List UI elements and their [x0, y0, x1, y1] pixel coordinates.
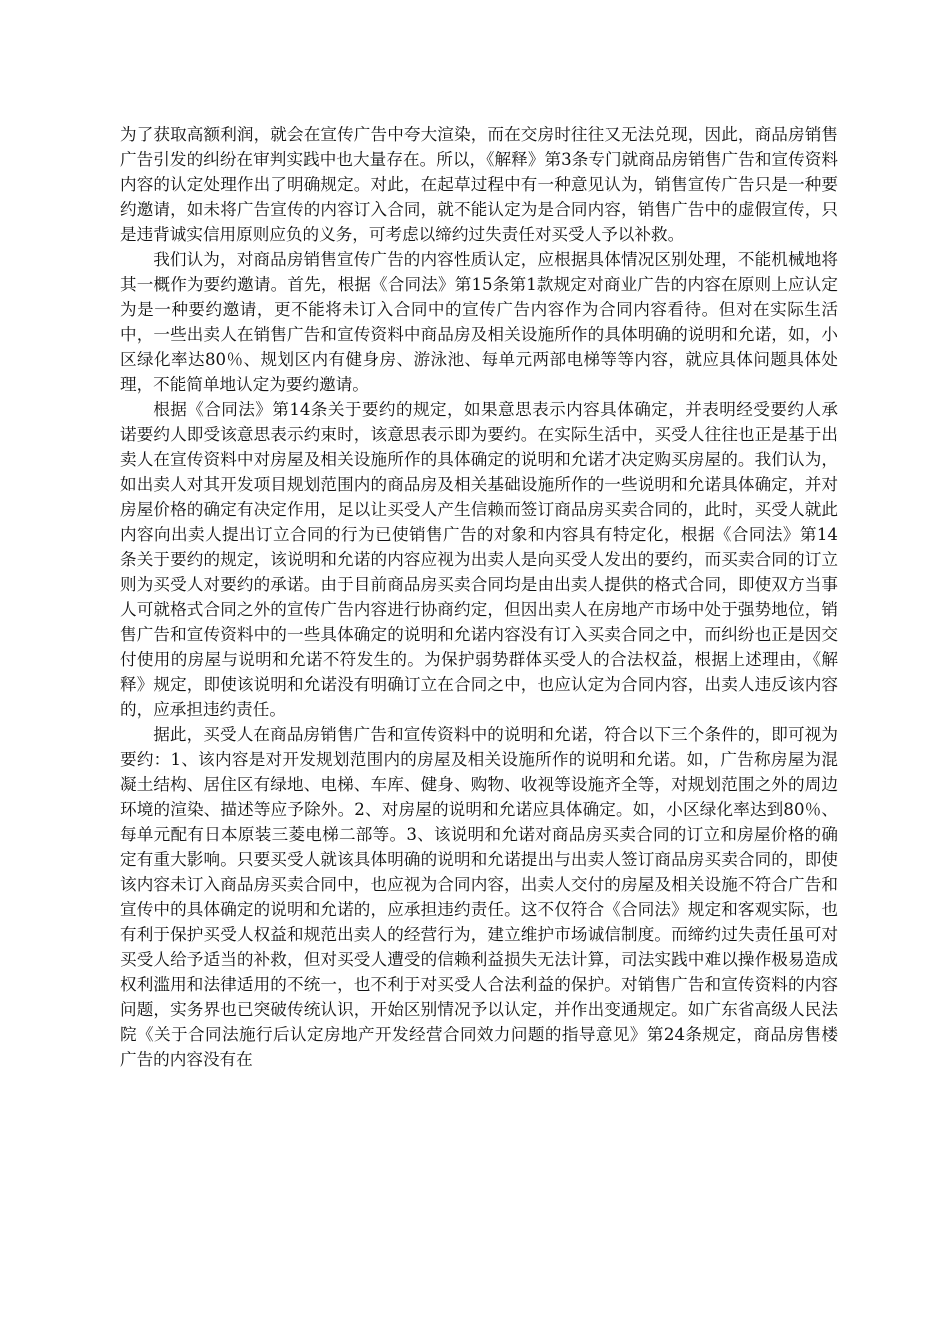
paragraph-4: 据此，买受人在商品房销售广告和宣传资料中的说明和允诺，符合以下三个条件的，即可视为要约：1、该内容是对开发规划范围内的房屋及相关设施所作的说明和允诺。如，广告称房屋为混凝土结构、居住区有绿地、电梯、车库、健身、购物、收视等设施齐全等，对规划范围之外的周边环境的渲染、描述等应予除外。2、对房屋的说明和允诺应具体确定。如，小区绿化率达到80％、每单元配有日本原装三菱电梯二部等。3、该说明和允诺对商品房买卖合同的订立和房屋价格的确定有重大影响。只要买受人就该具体明确的说明和允诺提出与出卖人签订商品房买卖合同的，即使该内容未订入商品房买卖合同中，也应视为合同内容，出卖人交付的房屋及相关设施不符合广告和宣传中的具体确定的说明和允诺的，应承担违约责任。这不仅符合《合同法》规定和客观实际，也有利于保护买受人权益和规范出卖人的经营行为，建立维护市场诚信制度。而缔约过失责任虽可对买受人给予适当的补救，但对买受人遭受的信赖利益损失无法计算，司法实践中难以操作极易造成权利滥用和法律适用的不统一，也不利于对买受人合法利益的保护。对销售广告和宣传资料的内容问题，实务界也已突破传统认识，开始区别情况予以认定，并作出变通规定。如广东省高级人民法院《关于合同法施行后认定房地产开发经营合同效力问题的指导意见》第24条规定，商品房售楼广告的内容没有在 [120, 725, 838, 1069]
paragraph-2: 我们认为，对商品房销售宣传广告的内容性质认定，应根据具体情况区别处理，不能机械地将其一概作为要约邀请。首先，根据《合同法》第15条第1款规定对商业广告的内容在原则上应认定为是一种要约邀请，更不能将未订入合同中的宣传广告内容作为合同内容看待。但对在实际生活中，一些出卖人在销售广告和宣传资料中商品房及相关设施所作的具体明确的说明和允诺，如，小区绿化率达80％、规划区内有健身房、游泳池、每单元两部电梯等等内容，就应具体问题具体处理，不能简单地认定为要约邀请。 [120, 250, 838, 394]
document-body [120, 122, 838, 1072]
paragraph-1: 为了获取高额利润，就会在宣传广告中夸大渲染，而在交房时往往又无法兑现，因此，商品房销售广告引发的纠纷在审判实践中也大量存在。所以，《解释》第3条专门就商品房销售广告和宣传资料内容的认定处理作出了明确规定。对此，在起草过程中有一种意见认为，销售宣传广告只是一种要约邀请，如未将广告宣传的内容订入合同，就不能认定为是合同内容，销售广告中的虚假宣传，只是违背诚实信用原则应负的义务，可考虑以缔约过失责任对买受人予以补救。 [120, 125, 838, 244]
paragraph-3: 根据《合同法》第14条关于要约的规定，如果意思表示内容具体确定，并表明经受要约人承诺要约人即受该意思表示约束时，该意思表示即为要约。在实际生活中，买受人往往也正是基于出卖人在宣传资料中对房屋及相关设施所作的具体确定的说明和允诺才决定购买房屋的。我们认为，如出卖人对其开发项目规划范围内的商品房及相关基础设施所作的一些说明和允诺具体确定，并对房屋价格的确定有决定作用，足以让买受人产生信赖而签订商品房买卖合同的，此时，买受人就此内容向出卖人提出订立合同的行为已使销售广告的对象和内容具有特定化，根据《合同法》第14条关于要约的规定，该说明和允诺的内容应视为出卖人是向买受人发出的要约，而买卖合同的订立则为买受人对要约的承诺。由于目前商品房买卖合同均是由出卖人提供的格式合同，即使双方当事人可就格式合同之外的宣传广告内容进行协商约定，但因出卖人在房地产市场中处于强势地位，销售广告和宣传资料中的一些具体确定的说明和允诺内容没有订入买卖合同之中，而纠纷也正是因交付使用的房屋与说明和允诺不符发生的。为保护弱势群体买受人的合法权益，根据上述理由，《解释》规定，即使该说明和允诺没有明确订立在合同之中，也应认定为合同内容，出卖人违反该内容的，应承担违约责任。 [120, 400, 838, 719]
